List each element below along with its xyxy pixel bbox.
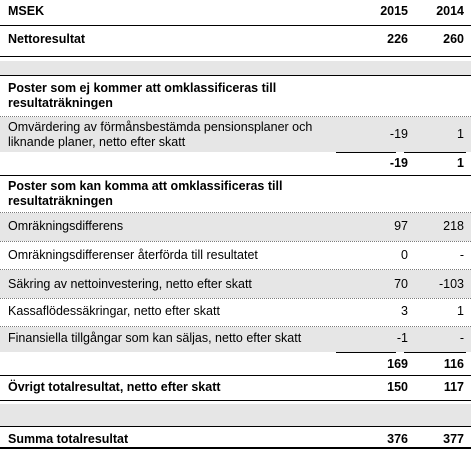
section2-title-row [0, 176, 471, 212]
section2-subtotal-2015: 169 [387, 357, 408, 371]
header-2014: 2014 [436, 4, 464, 18]
spacer-row [0, 404, 471, 426]
section1-subtotal-row [0, 153, 471, 175]
row-2014: 1 [457, 304, 464, 318]
summa-2015: 376 [387, 432, 408, 446]
row-2014: - [459, 248, 464, 262]
section1-title-row [0, 76, 471, 116]
header-label: MSEK [8, 4, 45, 18]
ovrigt-divider [0, 400, 471, 401]
row-2015: -1 [396, 331, 408, 345]
ovrigt-2014: 117 [443, 380, 464, 394]
netto-divider [0, 56, 471, 57]
table-row [0, 299, 471, 326]
section2-subtotal-row [0, 353, 471, 375]
table-row [0, 270, 471, 298]
netto-2014: 260 [443, 32, 464, 46]
header-row [0, 0, 471, 26]
ovrigt-row [0, 376, 471, 400]
table-row [0, 327, 471, 352]
row-label: Omräkningsdifferenser återförda till resultatet [8, 248, 258, 262]
netto-label: Nettoresultat [8, 32, 86, 46]
table-row [0, 213, 471, 241]
section1-title: Poster som ej kommer att omklassificeras till resultaträkningen [8, 81, 277, 110]
summa-2014: 377 [443, 432, 464, 446]
row-2015: 0 [401, 248, 408, 262]
table-row [0, 242, 471, 269]
netto-2015: 226 [387, 32, 408, 46]
header-2015: 2015 [380, 4, 408, 18]
ovrigt-label: Övrigt totalresultat, netto efter skatt [8, 380, 221, 394]
row-label: Säkring av nettoinvestering, netto efter skatt [8, 277, 252, 291]
row-label: Kassaflödessäkringar, netto efter skatt [8, 304, 220, 318]
section2-subtotal-2014: 116 [443, 357, 464, 371]
summa-label: Summa totalresultat [8, 432, 129, 446]
row-2015: 70 [394, 277, 408, 291]
netto-row [0, 26, 471, 56]
row-label: Omvärdering av förmånsbestämda pensionsplaner och liknande planer, netto efter skatt [8, 120, 313, 149]
spacer-row [0, 61, 471, 75]
row-2015: 3 [401, 304, 408, 318]
row-2014: 218 [443, 219, 464, 233]
row-2015: -19 [389, 127, 408, 141]
row-label: Omräkningsdifferens [8, 219, 124, 233]
summa-bottom-rule [0, 447, 471, 449]
row-2014: - [459, 331, 464, 345]
row-2014: -103 [438, 277, 464, 291]
table-row [0, 117, 471, 152]
row-2014: 1 [457, 127, 464, 141]
section2-title: Poster som kan komma att omklassificeras till resultaträkningen [8, 179, 283, 208]
row-2015: 97 [394, 219, 408, 233]
ovrigt-2015: 150 [387, 380, 408, 394]
section1-subtotal-2015: -19 [389, 156, 408, 170]
section1-subtotal-2014: 1 [457, 156, 464, 170]
row-label: Finansiella tillgångar som kan säljas, netto efter skatt [8, 331, 302, 345]
